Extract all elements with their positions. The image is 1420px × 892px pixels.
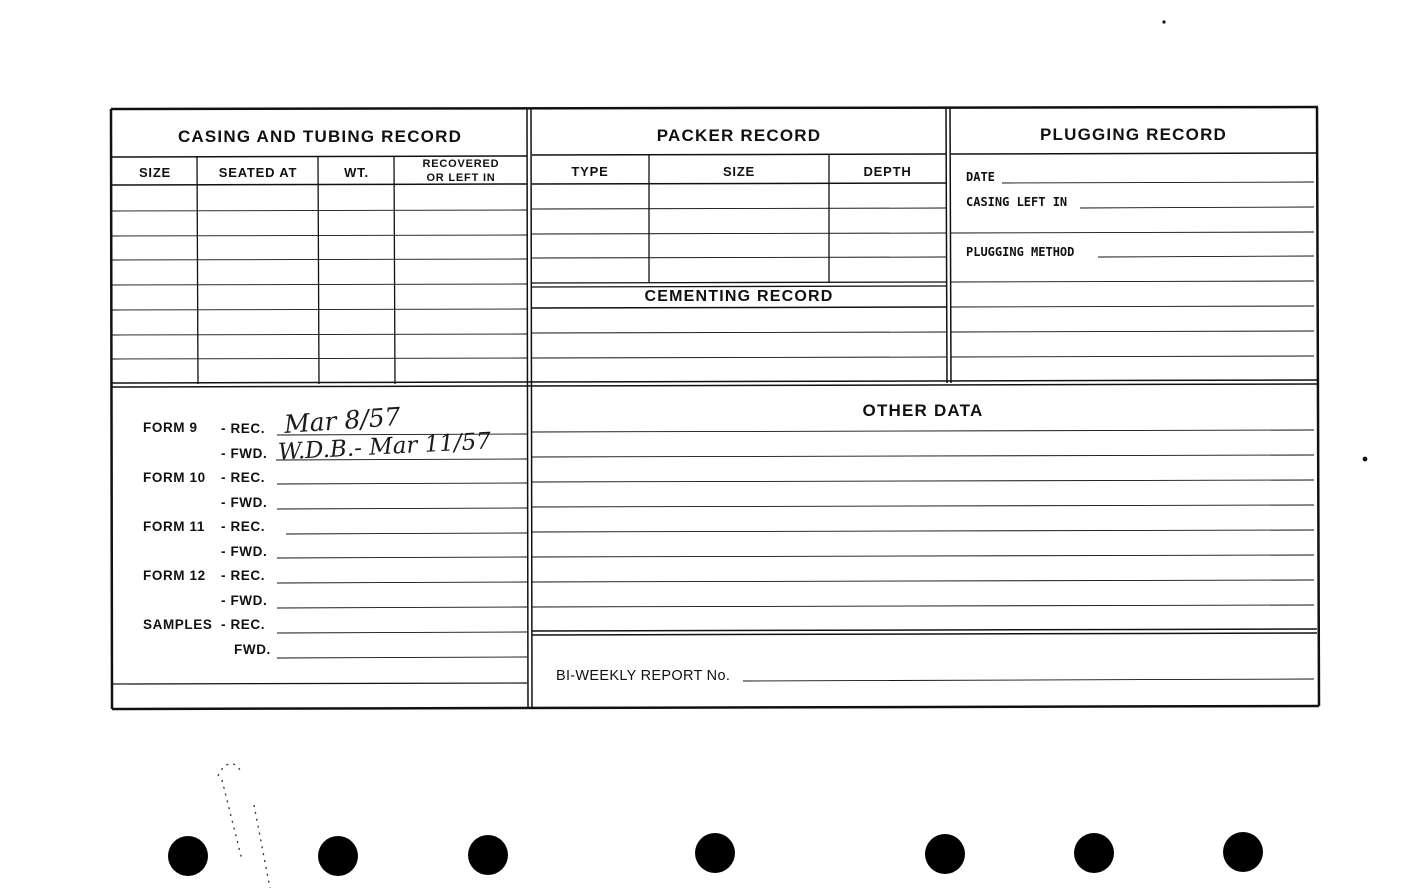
punch-hole-1	[168, 836, 208, 876]
plugging-method-label: PLUGGING METHOD	[966, 245, 1075, 259]
punch-hole-3	[468, 835, 508, 875]
packer-title: PACKER RECORD	[656, 126, 822, 145]
plugging-title: PLUGGING RECORD	[1039, 125, 1228, 144]
form11-label: FORM 11	[143, 519, 205, 534]
punch-hole-4	[695, 833, 735, 873]
punch-hole-5	[925, 834, 965, 874]
form10-fwd-label: - FWD.	[221, 495, 268, 510]
handwritten-form9-rec: Mar 8/57	[283, 401, 402, 440]
col-packer-size: SIZE	[722, 164, 756, 179]
form9-fwd-label: - FWD.	[221, 446, 268, 461]
form10-rec-label: - REC.	[221, 470, 266, 485]
col-type: TYPE	[571, 164, 609, 179]
form12-label: FORM 12	[143, 568, 206, 583]
col-recovered: RECOVERED	[422, 158, 500, 170]
samples-fwd-label: FWD.	[234, 642, 271, 657]
col-left-in: OR LEFT IN	[426, 172, 496, 184]
col-size: SIZE	[138, 165, 172, 180]
biweekly-report-label: BI-WEEKLY REPORT No.	[556, 668, 731, 684]
punch-hole-6	[1074, 833, 1114, 873]
form12-rec-label: - REC.	[221, 568, 266, 583]
form11-rec-label: - REC.	[221, 519, 266, 534]
cementing-title: CEMENTING RECORD	[644, 288, 834, 305]
casing-tubing-title: CASING AND TUBING RECORD	[177, 127, 463, 146]
plugging-date-label: DATE	[966, 170, 995, 184]
form12-fwd-label: - FWD.	[221, 593, 268, 608]
form11-fwd-label: - FWD.	[221, 544, 268, 559]
col-depth: DEPTH	[863, 164, 912, 179]
col-wt: WT.	[344, 165, 369, 180]
form9-rec-label: - REC.	[221, 421, 266, 436]
form9-label: FORM 9	[143, 420, 198, 435]
punch-hole-7	[1223, 832, 1263, 872]
plugging-casing-left-label: CASING LEFT IN	[966, 195, 1068, 209]
handwritten-form9-fwd: W.D.B.- Mar 11/57	[277, 428, 492, 466]
samples-rec-label: - REC.	[221, 617, 266, 632]
col-seated-at: SEATED AT	[218, 165, 298, 180]
punch-hole-2	[318, 836, 358, 876]
samples-label: SAMPLES	[143, 617, 213, 632]
form10-label: FORM 10	[143, 470, 206, 485]
other-data-title: OTHER DATA	[862, 401, 984, 420]
